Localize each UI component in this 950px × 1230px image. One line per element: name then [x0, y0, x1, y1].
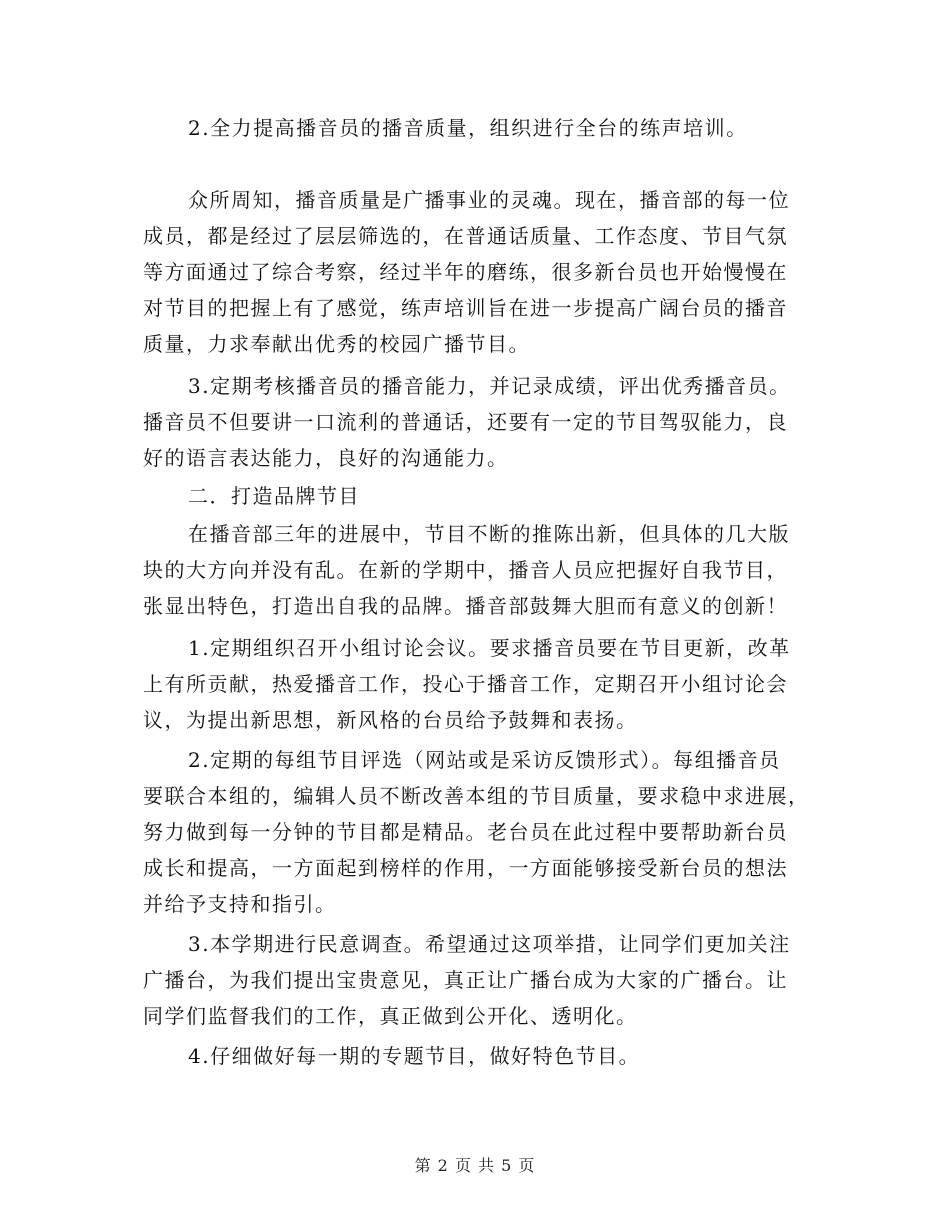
text-line: 上有所贡献，热爱播音工作，投心于播音工作，定期召开小组讨论会 — [143, 672, 788, 696]
text-line: 并给予支持和指引。 — [143, 892, 337, 916]
text-line: 3.本学期进行民意调查。希望通过这项举措，让同学们更加关注 — [188, 932, 791, 956]
text-line: 众所周知，播音质量是广播事业的灵魂。现在，播音部的每一位 — [188, 188, 790, 212]
text-line: 同学们监督我们的工作，真正做到公开化、透明化。 — [143, 1004, 638, 1028]
text-line: 2.全力提高播音员的播音质量，组织进行全台的练声培训。 — [188, 116, 748, 140]
text-line: 在播音部三年的进展中，节目不断的推陈出新，但具体的几大版 — [188, 522, 790, 546]
text-line: 好的语言表达能力，良好的沟通能力。 — [143, 446, 509, 470]
text-line: 2.定期的每组节目评选（网站或是采访反馈形式）。每组播音员 — [188, 748, 781, 772]
section-heading: 二．打造品牌节目 — [188, 484, 360, 508]
text-line: 质量，力求奉献出优秀的校园广播节目。 — [143, 332, 530, 356]
text-line: 1.定期组织召开小组讨论会议。要求播音员要在节目更新，改革 — [188, 636, 791, 660]
text-line: 议，为提出新思想，新风格的台员给予鼓舞和表扬。 — [143, 708, 638, 732]
text-line: 广播台，为我们提出宝贵意见，真正让广播台成为大家的广播台。让 — [143, 968, 788, 992]
text-line: 等方面通过了综合考察，经过半年的磨练，很多新台员也开始慢慢在 — [143, 260, 788, 284]
text-line: 成长和提高，一方面起到榜样的作用，一方面能够接受新台员的想法 — [143, 856, 788, 880]
text-line: 播音员不但要讲一口流利的普通话，还要有一定的节目驾驭能力，良 — [143, 410, 788, 434]
text-line: 块的大方向并没有乱。在新的学期中，播音人员应把握好自我节目， — [143, 558, 788, 582]
text-line: 张显出特色，打造出自我的品牌。播音部鼓舞大胆而有意义的创新！ — [143, 594, 788, 618]
text-line: 要联合本组的，编辑人员不断改善本组的节目质量，要求稳中求进展， — [143, 784, 810, 808]
text-line: 努力做到每一分钟的节目都是精品。老台员在此过程中要帮助新台员 — [143, 820, 788, 844]
text-line: 成员，都是经过了层层筛选的，在普通话质量、工作态度、节目气氛 — [143, 224, 788, 248]
text-line: 4.仔细做好每一期的专题节目，做好特色节目。 — [188, 1044, 641, 1068]
text-line: 3.定期考核播音员的播音能力，并记录成绩，评出优秀播音员。 — [188, 374, 791, 398]
text-line: 对节目的把握上有了感觉，练声培训旨在进一步提高广阔台员的播音 — [143, 296, 788, 320]
page-number-footer: 第 2 页 共 5 页 — [414, 1156, 536, 1175]
